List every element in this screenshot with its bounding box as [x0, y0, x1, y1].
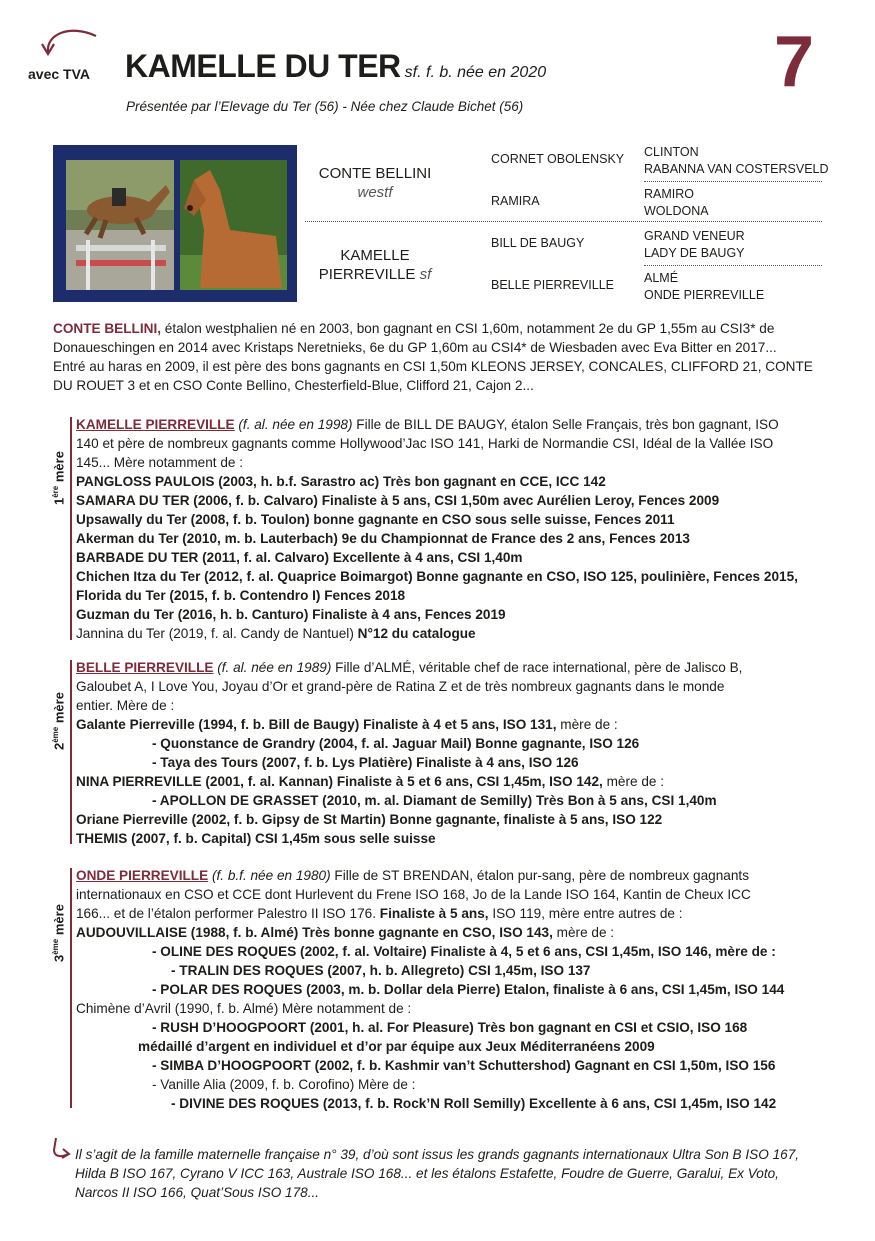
- produce-line: BARBADE DU TER (2011, f. al. Calvaro) Excellente à 4 ans, CSI 1,40m: [76, 550, 523, 565]
- produce-line: Upsawally du Ter (2008, f. b. Toulon) bonne gagnante en CSO sous selle suisse, Fences 2011: [76, 512, 675, 527]
- dam-name-line2: PIERREVILLE sf: [318, 266, 432, 283]
- section-bar: [70, 417, 72, 640]
- family-note: Il s’agit de la famille maternelle française n° 39, d’où sont issus les grands gagnants internationaux Ultra Son B ISO 167, Hilda B ISO 167, Cyrano V ICC 163, Australe ISO 168... et les étalons Estafette, Foudre de Guerre, Garalui, Ex Voto, Narcos II ISO 166, Quat’Sous ISO 178...: [75, 1147, 800, 1200]
- produce-line: - POLAR DES ROQUES (2003, m. b. Dollar dela Pierre) Etalon, finaliste à 6 ans, CSI 1,45m, ISO 144: [152, 982, 785, 997]
- dam1-intro: 140 et père de nombreux gagnants comme Hollywood’Jac ISO 141, Harki de Normandie CSI, Idéal de la Vallée ISO: [76, 436, 774, 451]
- sire-text-line: Donaueschingen en 2014 avec Kristaps Neretnieks, 6e du GP 1,60m au CSI4* de Wiesbaden avec Eva Bitter en 2017...: [53, 340, 777, 355]
- dam3-section: [76, 866, 828, 1113]
- sire-text-name: CONTE BELLINI,: [53, 321, 161, 336]
- sire-name: CONTE BELLINI: [318, 165, 432, 182]
- produce-line: - Vanille Alia (2009, f. b. Corofino) Mère de :: [152, 1077, 416, 1092]
- produce-line: mère de :: [556, 717, 618, 732]
- produce-line: AUDOUVILLAISE (1988, f. b. Almé) Très bonne gagnante en CSO, ISO 143,: [76, 925, 553, 940]
- produce-line: THEMIS (2007, f. b. Capital) CSI 1,45m sous selle suisse: [76, 831, 436, 846]
- dam-sire: BILL DE BAUGY: [491, 236, 585, 250]
- produce-line: - Taya des Tours (2007, f. b. Lys Platière) Finaliste à 4 ans, ISO 126: [152, 755, 579, 770]
- sire-text-line: DU ROUET 3 et en CSO Conte Bellino, Chesterfield-Blue, Clifford 21, Cajon 2...: [53, 378, 534, 393]
- dam1-intro: 145... Mère notamment de :: [76, 455, 243, 470]
- produce-line: - RUSH D’HOOGPOORT (2001, h. al. For Pleasure) Très bon gagnant en CSI et CSIO, ISO 168: [152, 1020, 748, 1035]
- produce-line: SAMARA DU TER (2006, f. b. Calvaro) Finaliste à 5 ans, CSI 1,50m avec Aurélien Leroy, Fences 2009: [76, 493, 720, 508]
- dam2-label: 2ème mère: [51, 692, 67, 750]
- sire-text-line: Entré au haras en 2009, il est père des bons gagnants en CSI 1,50m KLEONS JERSEY, CONCALES, CLIFFORD 21, CONTE: [53, 359, 813, 374]
- produce-line: Galante Pierreville (1994, f. b. Bill de Baugy) Finaliste à 4 et 5 ans, ISO 131,: [76, 717, 557, 732]
- hook-arrow-icon: [50, 1136, 72, 1162]
- dam1-section: [76, 415, 826, 643]
- ggp-divider: [644, 265, 822, 266]
- dam3-intro-bold: Finaliste à 5 ans,: [379, 906, 489, 921]
- produce-line: - TRALIN DES ROQUES (2007, h. b. Allegreto) CSI 1,45m, ISO 137: [171, 963, 591, 978]
- dam3-intro: ISO 119, mère entre autres de :: [488, 906, 683, 921]
- horse-name: KAMELLE DU TER: [125, 48, 401, 84]
- produce-line: Chimène d’Avril (1990, f. b. Almé) Mère notamment de :: [76, 1001, 412, 1016]
- produce-line: PANGLOSS PAULOIS (2003, h. b.f. Sarastro ac) Très bon gagnant en CCE, ICC 142: [76, 474, 606, 489]
- pedigree-divider: [305, 221, 822, 222]
- produce-line: Chichen Itza du Ter (2012, f. al. Quaprice Boimargot) Bonne gagnante en CSO, ISO 125, poulinière, Fences 2015,: [76, 569, 798, 584]
- ggp-3: RAMIRO: [644, 187, 694, 201]
- dam3-label: 3ème mère: [51, 904, 67, 962]
- produce-line: mère de :: [602, 774, 665, 789]
- portrait-photo: [180, 160, 287, 290]
- tva-label: avec TVA: [28, 66, 90, 82]
- produce-line: Florida du Ter (2015, f. b. Contendro I) Fences 2018: [76, 588, 406, 603]
- ggp-2: RABANNA VAN COSTERSVELD: [644, 162, 829, 176]
- dam-dam: BELLE PIERREVILLE: [491, 278, 614, 292]
- dam3-name: ONDE PIERREVILLE: [76, 868, 209, 883]
- dam2-intro: Fille d’ALMÉ, véritable chef de race international, père de Jalisco B,: [331, 660, 743, 675]
- dam3-intro: Fille de ST BRENDAN, étalon pur-sang, père de nombreux gagnants: [330, 868, 749, 883]
- produce-line: NINA PIERREVILLE (2001, f. al. Kannan) Finaliste à 5 et 6 ans, CSI 1,45m, ISO 142,: [76, 774, 603, 789]
- ggp-8: ONDE PIERREVILLE: [644, 288, 765, 302]
- sire-breed: westf: [357, 184, 393, 201]
- dam1-name: KAMELLE PIERREVILLE: [76, 417, 235, 432]
- produce-line: - DIVINE DES ROQUES (2013, f. b. Rock’N Roll Semilly) Excellente à 6 ans, CSI 1,45m, ISO 142: [171, 1096, 777, 1111]
- dam2-desc: (f. al. née en 1989): [217, 660, 332, 675]
- ggp-1: CLINTON: [644, 145, 699, 159]
- ggp-4: WOLDONA: [644, 204, 709, 218]
- lot-number: 7: [774, 22, 815, 102]
- sire-paragraph: [53, 319, 828, 395]
- dam3-intro: internationaux en CSO et CCE dont Hurlevent du Frene ISO 168, Jo de la Lande ISO 164, Kantin de Cheux ICC: [76, 887, 751, 902]
- produce-line: - OLINE DES ROQUES (2002, f. al. Voltaire) Finaliste à 4, 5 et 6 ans, CSI 1,45m, ISO 146, mère de :: [152, 944, 776, 959]
- dam1-label: 1ère mère: [51, 451, 67, 505]
- catalogue-ref: N°12 du catalogue: [357, 626, 476, 641]
- ggp-5: GRAND VENEUR: [644, 229, 745, 243]
- sire-dam: RAMIRA: [491, 194, 540, 208]
- produce-line: - SIMBA D’HOOGPOORT (2002, f. b. Kashmir van’t Schuttershod) Gagnant en CSI 1,50m, ISO 156: [152, 1058, 776, 1073]
- section-bar: [70, 660, 72, 844]
- produce-line: - Quonstance de Grandry (2004, f. al. Jaguar Mail) Bonne gagnante, ISO 126: [152, 736, 640, 751]
- presented-by: Présentée par l’Elevage du Ter (56) - Née chez Claude Bichet (56): [126, 99, 524, 114]
- dam1-desc: (f. al. née en 1998): [238, 417, 353, 432]
- dam3-intro: 166... et de l’étalon performer Palestro II ISO 176.: [76, 906, 380, 921]
- dam1-intro: Fille de BILL DE BAUGY, étalon Selle Français, très bon gagnant, ISO: [352, 417, 779, 432]
- produce-line: - APOLLON DE GRASSET (2010, m. al. Diamant de Semilly) Très Bon à 5 ans, CSI 1,40m: [152, 793, 717, 808]
- sire-box: [305, 164, 445, 202]
- produce-line: mère de :: [552, 925, 615, 940]
- dam2-intro: Galoubet A, I Love You, Joyau d’Or et grand-père de Ratina Z et de très nombreux gagnants dans le monde: [76, 679, 725, 694]
- dam2-intro: entier. Mère de :: [76, 698, 175, 713]
- produce-line: Akerman du Ter (2010, m. b. Lauterbach) 9e du Championnat de France des 2 ans, Fences 2013: [76, 531, 690, 546]
- produce-line: médaillé d’argent en individuel et d’or par équipe aux Jeux Méditerranéens 2009: [138, 1039, 655, 1054]
- jumping-photo: [66, 160, 174, 290]
- sire-text-line: étalon westphalien né en 2003, bon gagnant en CSI 1,60m, notamment 2e du GP 1,55m au CSI3* de: [161, 321, 775, 336]
- ggp-6: LADY DE BAUGY: [644, 246, 745, 260]
- produce-line: Jannina du Ter (2019, f. al. Candy de Nantuel): [76, 626, 358, 641]
- ggp-divider: [644, 181, 822, 182]
- dam-box: [305, 246, 445, 284]
- ggp-7: ALMÉ: [644, 271, 679, 285]
- section-bar: [70, 868, 72, 1108]
- produce-line: Guzman du Ter (2016, h. b. Canturo) Finaliste à 4 ans, Fences 2019: [76, 607, 506, 622]
- dam2-section: [76, 658, 826, 848]
- produce-line: Oriane Pierreville (2002, f. b. Gipsy de St Martin) Bonne gagnante, finaliste à 5 ans, ISO 122: [76, 812, 663, 827]
- dam-name-line1: KAMELLE: [340, 247, 410, 264]
- horse-desc: sf. f. b. née en 2020: [404, 64, 547, 81]
- sire-sire: CORNET OBOLENSKY: [491, 152, 625, 166]
- dam3-desc: (f. b.f. née en 1980): [211, 868, 331, 883]
- dam2-name: BELLE PIERREVILLE: [76, 660, 214, 675]
- page-title: [125, 48, 546, 85]
- curved-arrow-icon: [40, 22, 104, 62]
